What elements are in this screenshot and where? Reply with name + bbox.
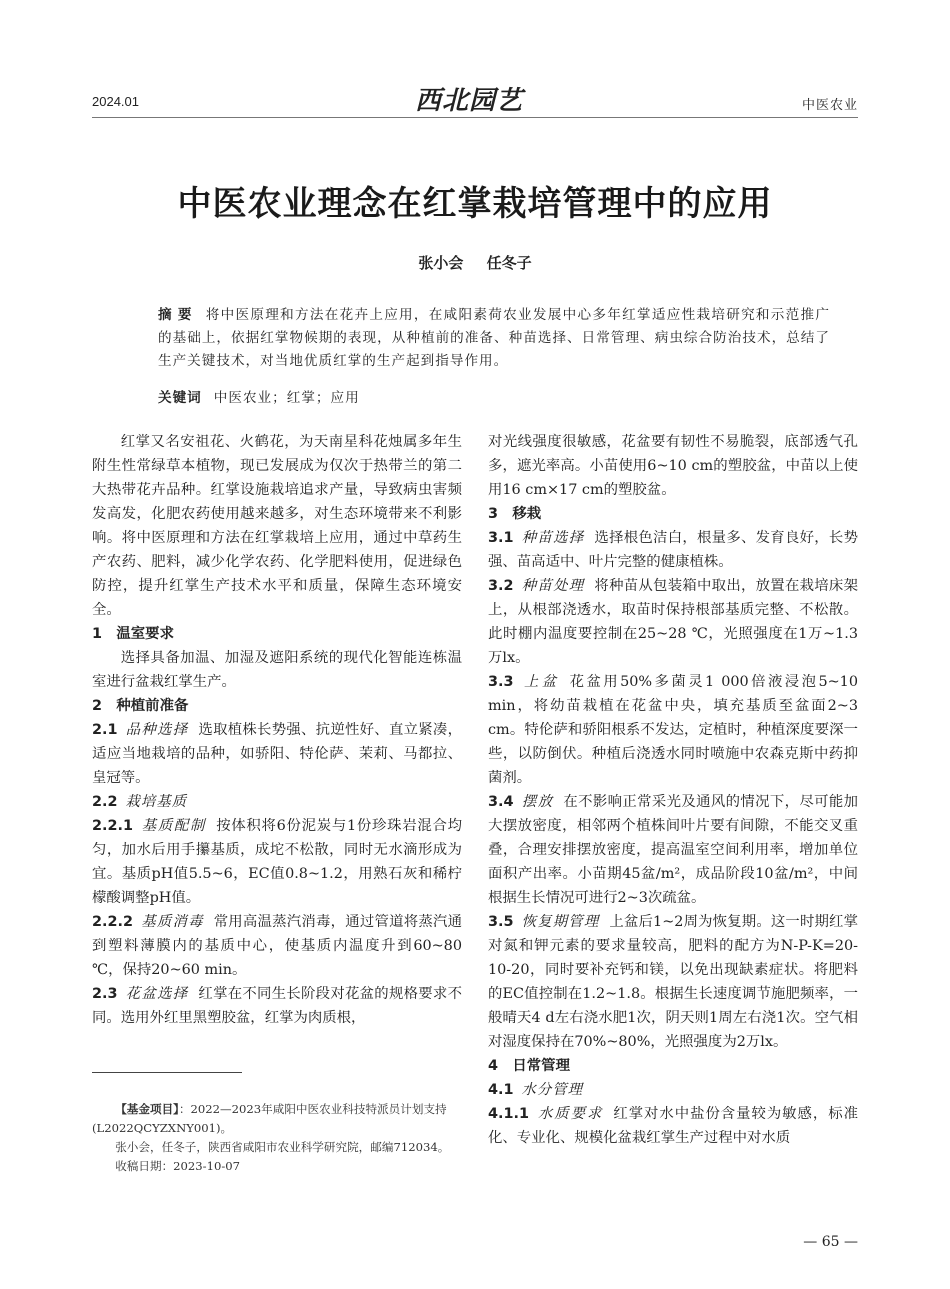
authors — [0, 252, 950, 273]
subsection-heading: 2.2 栽培基质 — [92, 794, 188, 810]
running-header — [92, 86, 858, 120]
paragraph: 4.1.1 水质要求 红掌对水中盐份含量较为敏感，标准化、专业化、规模化盆栽红掌生产过程中对水质 — [488, 1106, 858, 1146]
subsection-heading: 4.1 水分管理 — [488, 1082, 584, 1098]
author-name: 任冬子 — [486, 254, 532, 272]
paragraph: 2.3 花盆选择 红掌在不同生长阶段对花盆的规格要求不同。选用外红里黑塑胶盆，红掌为肉质根， — [92, 986, 462, 1026]
left-column — [92, 430, 462, 1030]
paragraph: 2.2.2 基质消毒 常用高温蒸汽消毒，通过管道将蒸汽通到塑料薄膜内的基质中心，使基质内温度升到60~80 ℃，保持20~60 min。 — [92, 914, 462, 978]
paragraph: 2.2.1 基质配制 按体积将6份泥炭与1份珍珠岩混合均匀，加水后用手攥基质，成坨不松散，同时无水滴形成为宜。基质pH值5.5~6，EC值0.8~1.2，用熟石灰和稀柠檬酸调整pH值。 — [92, 818, 462, 906]
section-heading: 1 温室要求 — [92, 626, 174, 642]
received-date: 收稿日期：2023-10-07 — [115, 1159, 241, 1173]
article-title: 中医农业理念在红掌栽培管理中的应用 — [177, 184, 773, 224]
section-heading: 3 移栽 — [488, 506, 542, 522]
paragraph: 对光线强度很敏感，花盆要有韧性不易脆裂，底部透气孔多，遮光率高。小苗使用6~10 cm的塑胶盆，中苗以上使用16 cm×17 cm的塑胶盆。 — [488, 434, 858, 498]
paragraph: 3.2 种苗处理 将种苗从包装箱中取出，放置在栽培床架上，从根部浇透水，取苗时保持根部基质完整、不松散。此时棚内温度要控制在25~28 ℃，光照强度在1万~1.3万lx。 — [488, 578, 858, 666]
journal-logo: 西北园艺 — [415, 86, 524, 116]
page-number: — 65 — — [803, 1234, 858, 1250]
issue-date: 2024.01 — [92, 94, 139, 109]
header-divider — [92, 117, 858, 118]
fund-note: 【基金项目】：2022—2023年咸阳中医农业科技特派员计划支持(L2022QCYZXNY001)。 — [92, 1102, 447, 1135]
intro-paragraph: 红掌又名安祖花、火鹤花，为天南星科花烛属多年生附生性常绿草本植物，现已发展成为仅次于热带兰的第二大热带花卉品种。红掌设施栽培追求产量，导致病虫害频发高发，化肥农药使用越来越多，对生态环境带来不利影响。将中医原理和方法在红掌栽培上应用，通过中草药生产农药、肥料，减少化学农药、化学肥料使用，促进绿色防控，提升红掌生产技术水平和质量，保障生态环境安全。 — [92, 434, 462, 618]
paragraph: 2.1 品种选择 选取植株长势强、抗逆性好、直立紧凑，适应当地栽培的品种，如骄阳、特伦萨、茉莉、马都拉、皇冠等。 — [92, 722, 462, 786]
author-name: 张小会 — [418, 254, 464, 272]
abstract — [158, 304, 830, 373]
paragraph: 3.1 种苗选择 选择根色洁白，根量多、发育良好，长势强、苗高适中、叶片完整的健康植株。 — [488, 530, 858, 570]
keywords — [158, 386, 360, 406]
footnotes — [92, 1100, 462, 1176]
right-column — [488, 430, 858, 1150]
section-heading: 4 日常管理 — [488, 1058, 570, 1074]
keywords-label: 关键词 — [158, 390, 202, 406]
paragraph: 3.5 恢复期管理 上盆后1~2周为恢复期。这一时期红掌对氮和钾元素的要求量较高，肥料的配方为N-P-K=20-10-20，同时要补充钙和镁，以免出现缺素症状。将肥料的EC值控制在1.2~1.8。根据生长速度调节施肥频率，一般晴天4 d左右浇水肥1次，阴天则1周左右浇1次。空气相对湿度保持在70%~80%，光照强度为2万lx。 — [488, 914, 858, 1050]
paragraph: 3.4 摆放 在不影响正常采光及通风的情况下，尽可能加大摆放密度，相邻两个植株间叶片要有间隙，不能交叉重叠，合理安排摆放密度，提高温室空间利用率，增加单位面积产出率。小苗期45盆/m²，成品阶段10盆/m²，中间根据生长情况可进行2~3次疏盆。 — [488, 794, 858, 906]
abstract-label: 摘要 — [158, 307, 198, 323]
abstract-text: 将中医原理和方法在花卉上应用，在咸阳素荷农业发展中心多年红掌适应性栽培研究和示范推广的基础上，依据红掌物候期的表现，从种植前的准备、种苗选择、日常管理、病虫综合防治技术，总结了生产关键技术，对当地优质红掌的生产起到指导作用。 — [158, 307, 831, 369]
section-name: 中医农业 — [801, 97, 858, 112]
paragraph: 选择具备加温、加湿及遮阳系统的现代化智能连栋温室进行盆栽红掌生产。 — [92, 650, 462, 690]
keywords-text: 中医农业；红掌；应用 — [213, 390, 360, 406]
author-info: 张小会，任冬子，陕西省咸阳市农业科学研究院，邮编712034。 — [115, 1140, 450, 1154]
section-heading: 2 种植前准备 — [92, 698, 189, 714]
paragraph: 3.3 上盆 花盆用50%多菌灵1 000倍液浸泡5~10 min，将幼苗栽植在花盆中央，填充基质至盆面2~3 cm。特伦萨和骄阳根系不发达，定植时，种植深度要深一些，以防倒伏。种植后浇透水同时喷施中农森克斯中药抑菌剂。 — [488, 674, 858, 786]
footnote-divider — [92, 1072, 242, 1073]
